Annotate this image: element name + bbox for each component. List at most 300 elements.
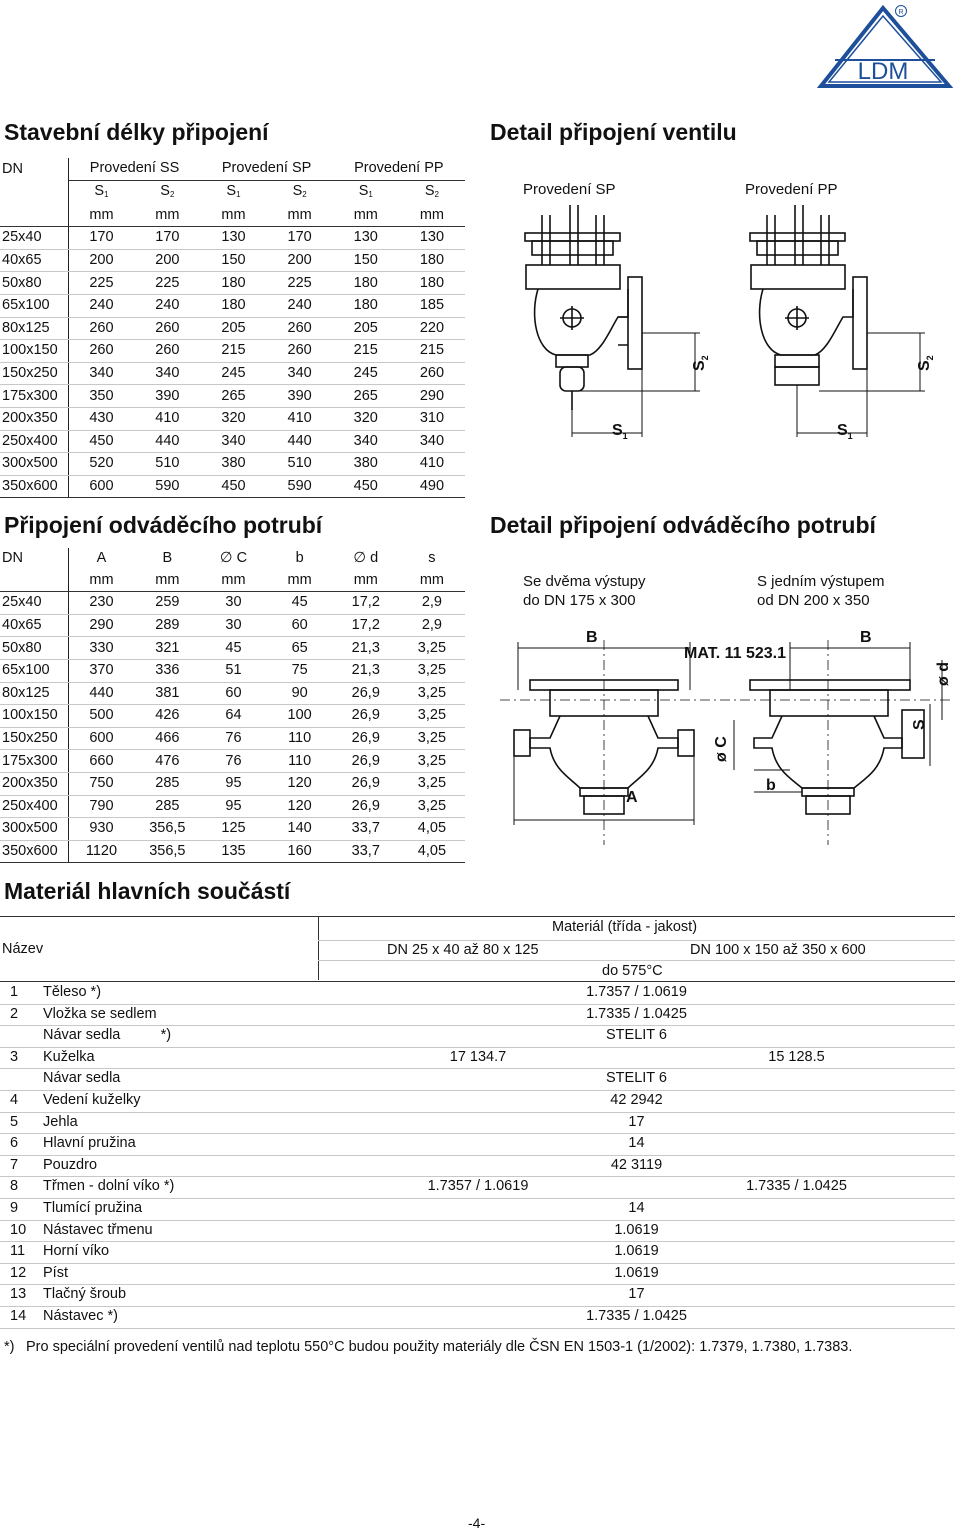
material-num: 4 xyxy=(10,1092,19,1108)
cell-value: 356,5 xyxy=(134,840,200,863)
cell-value: 4,05 xyxy=(399,840,465,863)
material-value-col1: 17 134.7 xyxy=(449,1048,507,1065)
drain-head: DN xyxy=(0,548,68,570)
cell-value: 3,25 xyxy=(399,705,465,728)
cell-value: 600 xyxy=(68,475,134,498)
material-row xyxy=(0,1112,955,1135)
cell-value: 410 xyxy=(399,453,465,476)
cell-value: 790 xyxy=(68,795,134,818)
cell-dn: 80x125 xyxy=(0,317,68,340)
drain-unit: mm xyxy=(134,570,200,592)
material-value: 1.7335 / 1.0425 xyxy=(586,1005,687,1022)
table-row xyxy=(0,682,465,705)
cell-value: 500 xyxy=(68,705,134,728)
cell-value: 260 xyxy=(267,340,333,363)
material-name: Třmen - dolní víko *) xyxy=(43,1178,175,1195)
svg-text:R: R xyxy=(898,9,904,16)
cell-value: 1120 xyxy=(68,840,134,863)
material-num: 12 xyxy=(10,1264,27,1281)
cell-value: 285 xyxy=(134,772,200,795)
cell-dn: 40x65 xyxy=(0,249,68,272)
cell-value: 320 xyxy=(333,407,399,430)
table-row xyxy=(0,453,465,476)
material-num: 8 xyxy=(10,1178,19,1195)
table-row xyxy=(0,272,465,295)
cell-value: 340 xyxy=(68,362,134,385)
material-row xyxy=(0,1025,955,1048)
cell-value: 180 xyxy=(399,249,465,272)
cell-value: 340 xyxy=(399,430,465,453)
cell-value: 310 xyxy=(399,407,465,430)
cell-value: 215 xyxy=(200,340,266,363)
material-name: Vedení kuželky xyxy=(43,1092,141,1108)
logo-text: LDM xyxy=(857,58,909,85)
cell-value: 130 xyxy=(200,227,266,250)
cell-dn: 25x40 xyxy=(0,227,68,250)
group-ss: Provedení SS xyxy=(68,158,200,180)
material-num: 13 xyxy=(10,1286,27,1303)
section-title-lengths: Stavební délky připojení xyxy=(4,119,269,145)
cell-value: 180 xyxy=(200,294,266,317)
material-value: 17 xyxy=(628,1113,645,1130)
cell-value: 3,25 xyxy=(399,659,465,682)
cell-value: 225 xyxy=(267,272,333,295)
cell-dn: 50x80 xyxy=(0,637,68,660)
head-name: Název xyxy=(2,941,44,957)
material-row xyxy=(0,1155,955,1178)
cell-value: 76 xyxy=(200,750,266,773)
dim-s1-sp: $S_1$ xyxy=(612,422,628,441)
cell-value: 120 xyxy=(267,772,333,795)
material-value: 1.7357 / 1.0619 xyxy=(586,984,687,1000)
table-row xyxy=(0,727,465,750)
cell-value: 340 xyxy=(134,362,200,385)
cell-value: 510 xyxy=(267,453,333,476)
cell-value: 33,7 xyxy=(333,840,399,863)
head-unit: mm xyxy=(333,205,399,227)
label-a: A xyxy=(626,789,638,806)
material-value: STELIT 6 xyxy=(606,1070,667,1087)
table-row xyxy=(0,294,465,317)
cell-dn: 100x150 xyxy=(0,705,68,728)
cell-value: 170 xyxy=(68,227,134,250)
head-s1: $S_1$ xyxy=(358,182,373,199)
cell-dn: 175x300 xyxy=(0,385,68,408)
cell-value: 476 xyxy=(134,750,200,773)
table-row xyxy=(0,659,465,682)
drain-unit: mm xyxy=(200,570,266,592)
material-value: 1.0619 xyxy=(614,1243,659,1260)
valve-sp-figure xyxy=(525,205,642,410)
cell-value: 2,9 xyxy=(399,592,465,615)
cell-value: 60 xyxy=(267,614,333,637)
cell-dn: 300x500 xyxy=(0,453,68,476)
table-row xyxy=(0,340,465,363)
cell-dn: 200x350 xyxy=(0,772,68,795)
cell-value: 381 xyxy=(134,682,200,705)
drain-detail-caption-right xyxy=(757,572,885,610)
cell-value: 426 xyxy=(134,705,200,728)
cell-value: 180 xyxy=(333,272,399,295)
material-row xyxy=(0,1090,955,1113)
material-num: 3 xyxy=(10,1048,19,1065)
material-name: Pouzdro xyxy=(43,1156,98,1173)
cell-value: 140 xyxy=(267,818,333,841)
head-unit: mm xyxy=(399,205,465,227)
cell-value: 26,9 xyxy=(333,750,399,773)
label-mat: MAT. 11 523.1 xyxy=(684,645,786,662)
valve-pp-figure xyxy=(750,205,925,437)
cell-value: 150 xyxy=(333,249,399,272)
section-title-drain: Připojení odváděcího potrubí xyxy=(4,512,323,538)
cell-dn: 150x250 xyxy=(0,727,68,750)
cell-value: 590 xyxy=(267,475,333,498)
material-name: Návar sedla xyxy=(43,1070,121,1087)
drain-unit: mm xyxy=(68,570,134,592)
cell-value: 17,2 xyxy=(333,614,399,637)
cell-value: 130 xyxy=(399,227,465,250)
cell-value: 205 xyxy=(200,317,266,340)
head-s2: $S_2$ xyxy=(424,182,439,199)
table-row xyxy=(0,818,465,841)
table-row xyxy=(0,317,465,340)
material-value: STELIT 6 xyxy=(606,1027,667,1044)
cell-value: 2,9 xyxy=(399,614,465,637)
material-value: 1.0619 xyxy=(614,1221,659,1238)
material-row xyxy=(0,1068,955,1091)
material-num: 7 xyxy=(10,1156,19,1173)
cell-value: 390 xyxy=(267,385,333,408)
cell-value: 380 xyxy=(333,453,399,476)
cell-value: 390 xyxy=(134,385,200,408)
table-row xyxy=(0,249,465,272)
cell-dn: 350x600 xyxy=(0,475,68,498)
material-row xyxy=(0,1176,955,1199)
section-title-drain-detail: Detail připojení odváděcího potrubí xyxy=(490,512,876,538)
cell-value: 135 xyxy=(200,840,266,863)
cell-value: 330 xyxy=(68,637,134,660)
cell-value: 205 xyxy=(333,317,399,340)
material-value: 42 3119 xyxy=(610,1156,663,1173)
cell-value: 95 xyxy=(200,795,266,818)
head-unit: mm xyxy=(200,205,266,227)
cell-value: 260 xyxy=(134,317,200,340)
footnote-mark: *) xyxy=(4,1339,15,1355)
head-temp: do 575°C xyxy=(602,963,663,979)
cell-value: 450 xyxy=(333,475,399,498)
material-value-col1: 1.7357 / 1.0619 xyxy=(427,1178,529,1195)
material-name: Vložka se sedlem xyxy=(43,1005,157,1022)
drain-head: ∅ C xyxy=(219,550,248,567)
cell-value: 76 xyxy=(200,727,266,750)
ldm-logo-mark xyxy=(815,2,960,90)
cell-value: 440 xyxy=(134,430,200,453)
dim-s2-sp: $S_2$ xyxy=(691,355,710,371)
material-name: Návar sedla *) xyxy=(43,1027,172,1044)
cell-value: 240 xyxy=(68,294,134,317)
cell-value: 285 xyxy=(134,795,200,818)
cell-value: 930 xyxy=(68,818,134,841)
cell-value: 356,5 xyxy=(134,818,200,841)
valve-detail-drawing xyxy=(490,205,960,450)
material-name: Horní víko xyxy=(43,1243,110,1260)
caption-right-line2: od DN 200 x 350 xyxy=(757,592,870,609)
cell-value: 75 xyxy=(267,659,333,682)
material-name: Nástavec třmenu xyxy=(43,1221,153,1238)
drain-header xyxy=(0,548,465,570)
material-value: 1.0619 xyxy=(614,1264,659,1281)
head-unit: mm xyxy=(267,205,333,227)
cell-value: 520 xyxy=(68,453,134,476)
section-title-valve-detail: Detail připojení ventilu xyxy=(490,119,737,145)
cell-value: 51 xyxy=(200,659,266,682)
material-num: 6 xyxy=(10,1135,19,1152)
cell-value: 230 xyxy=(68,592,134,615)
caption-left-line1: Se dvěma výstupy xyxy=(523,573,646,590)
cell-value: 130 xyxy=(333,227,399,250)
cell-value: 110 xyxy=(267,750,333,773)
cell-dn: 100x150 xyxy=(0,340,68,363)
cell-value: 4,05 xyxy=(399,818,465,841)
cell-value: 120 xyxy=(267,795,333,818)
head-s1: $S_1$ xyxy=(94,182,109,199)
cell-value: 240 xyxy=(267,294,333,317)
table-row xyxy=(0,750,465,773)
table-row xyxy=(0,385,465,408)
lengths-header-sub xyxy=(0,180,465,205)
cell-value: 17,2 xyxy=(333,592,399,615)
material-value: 17 xyxy=(628,1286,645,1303)
cell-value: 26,9 xyxy=(333,795,399,818)
cell-value: 240 xyxy=(134,294,200,317)
cell-value: 45 xyxy=(200,637,266,660)
drain-head: A xyxy=(96,550,107,567)
drain-detail-drawing xyxy=(490,620,960,850)
head-unit: mm xyxy=(68,205,134,227)
footnote xyxy=(4,1338,954,1357)
cell-value: 430 xyxy=(68,407,134,430)
cell-value: 30 xyxy=(200,614,266,637)
cell-value: 3,25 xyxy=(399,727,465,750)
cell-value: 200 xyxy=(267,249,333,272)
cell-value: 60 xyxy=(200,682,266,705)
cell-value: 65 xyxy=(267,637,333,660)
cell-value: 26,9 xyxy=(333,705,399,728)
cell-value: 340 xyxy=(333,430,399,453)
cell-value: 215 xyxy=(399,340,465,363)
drain-unit: mm xyxy=(399,570,465,592)
table-row xyxy=(0,475,465,498)
cell-value: 289 xyxy=(134,614,200,637)
page-number: -4- xyxy=(468,1515,486,1531)
cell-value: 110 xyxy=(267,727,333,750)
head-material: Materiál (třída - jakost) xyxy=(552,919,698,935)
cell-value: 410 xyxy=(134,407,200,430)
drain-unit: mm xyxy=(333,570,399,592)
table-row xyxy=(0,614,465,637)
cell-value: 750 xyxy=(68,772,134,795)
group-sp: Provedení SP xyxy=(200,158,332,180)
cell-value: 450 xyxy=(68,430,134,453)
lengths-header-units xyxy=(0,205,465,227)
cell-value: 260 xyxy=(134,340,200,363)
cell-value: 260 xyxy=(68,340,134,363)
cell-value: 320 xyxy=(200,407,266,430)
material-row xyxy=(0,1220,955,1243)
label-d: ø d xyxy=(935,662,952,686)
cell-value: 180 xyxy=(333,294,399,317)
cell-value: 340 xyxy=(200,430,266,453)
cell-value: 260 xyxy=(267,317,333,340)
material-name: Tlačný šroub xyxy=(43,1286,127,1303)
head-s2: $S_2$ xyxy=(292,182,307,199)
cell-value: 245 xyxy=(333,362,399,385)
material-name: Hlavní pružina xyxy=(43,1135,136,1152)
table-row xyxy=(0,407,465,430)
label-b-upper-right: B xyxy=(860,629,872,646)
material-row xyxy=(0,1241,955,1264)
cell-value: 26,9 xyxy=(333,727,399,750)
cell-value: 466 xyxy=(134,727,200,750)
material-name: Kuželka xyxy=(43,1048,95,1065)
cell-value: 160 xyxy=(267,840,333,863)
cell-value: 100 xyxy=(267,705,333,728)
ldm-logo xyxy=(815,2,960,90)
caption-left-line2: do DN 175 x 300 xyxy=(523,592,636,609)
label-b-upper-left: B xyxy=(586,629,598,646)
cell-dn: 80x125 xyxy=(0,682,68,705)
head-s2: $S_2$ xyxy=(160,182,175,199)
cell-value: 64 xyxy=(200,705,266,728)
material-name: Píst xyxy=(43,1264,68,1281)
cell-value: 3,25 xyxy=(399,750,465,773)
material-value: 42 2942 xyxy=(610,1092,663,1108)
drain-head: b xyxy=(295,550,304,567)
dim-s1-pp: $S_1$ xyxy=(837,422,853,441)
cell-dn: 40x65 xyxy=(0,614,68,637)
material-row xyxy=(0,982,955,1005)
head-s1: $S_1$ xyxy=(226,182,241,199)
drain-header-units xyxy=(0,570,465,592)
material-num: 2 xyxy=(10,1005,19,1022)
cell-value: 170 xyxy=(267,227,333,250)
material-row xyxy=(0,1284,955,1307)
cell-dn: 300x500 xyxy=(0,818,68,841)
table-row xyxy=(0,637,465,660)
material-row xyxy=(0,1133,955,1156)
material-num: 14 xyxy=(10,1308,27,1324)
material-num: 1 xyxy=(10,984,19,1000)
material-num: 9 xyxy=(10,1200,19,1216)
cell-value: 185 xyxy=(399,294,465,317)
cell-value: 260 xyxy=(399,362,465,385)
head-dn: DN xyxy=(0,158,68,180)
drain-head: s xyxy=(428,550,436,567)
cell-dn: 25x40 xyxy=(0,592,68,615)
cell-value: 440 xyxy=(68,682,134,705)
cell-value: 26,9 xyxy=(333,772,399,795)
cell-value: 290 xyxy=(68,614,134,637)
material-num: 11 xyxy=(10,1243,26,1260)
cell-value: 3,25 xyxy=(399,637,465,660)
material-value: 1.7335 / 1.0425 xyxy=(586,1308,687,1324)
cell-value: 170 xyxy=(134,227,200,250)
material-row xyxy=(0,1047,955,1070)
head-col2: DN 100 x 150 až 350 x 600 xyxy=(690,942,866,958)
label-provedeni-pp: Provedení PP xyxy=(745,181,838,198)
material-row xyxy=(0,1263,955,1286)
cell-value: 600 xyxy=(68,727,134,750)
cell-value: 490 xyxy=(399,475,465,498)
cell-value: 440 xyxy=(267,430,333,453)
cell-dn: 65x100 xyxy=(0,294,68,317)
lengths-header-groups xyxy=(0,158,465,180)
drain-unit: mm xyxy=(267,570,333,592)
cell-value: 200 xyxy=(68,249,134,272)
label-provedeni-sp: Provedení SP xyxy=(523,181,616,198)
cell-value: 370 xyxy=(68,659,134,682)
material-name: Tlumící pružina xyxy=(43,1200,143,1216)
cell-value: 265 xyxy=(200,385,266,408)
cell-value: 45 xyxy=(267,592,333,615)
section-title-materials: Materiál hlavních součástí xyxy=(4,878,291,904)
cell-dn: 250x400 xyxy=(0,430,68,453)
cell-value: 225 xyxy=(68,272,134,295)
material-name: Nástavec *) xyxy=(43,1308,118,1324)
group-pp: Provedení PP xyxy=(333,158,465,180)
materials-table xyxy=(0,916,960,1336)
cell-value: 225 xyxy=(134,272,200,295)
dim-s2-pp: $S_2$ xyxy=(916,355,935,371)
cell-value: 180 xyxy=(200,272,266,295)
cell-value: 336 xyxy=(134,659,200,682)
drain-table xyxy=(0,548,465,863)
cell-dn: 350x600 xyxy=(0,840,68,863)
cell-value: 350 xyxy=(68,385,134,408)
cell-value: 450 xyxy=(200,475,266,498)
material-value: 14 xyxy=(628,1135,645,1152)
drain-head: B xyxy=(162,550,173,567)
cell-value: 321 xyxy=(134,637,200,660)
material-value-col2: 1.7335 / 1.0425 xyxy=(746,1178,847,1195)
cell-dn: 150x250 xyxy=(0,362,68,385)
drain-detail-caption-left xyxy=(523,572,646,610)
lengths-table xyxy=(0,158,465,498)
footnote-text: Pro speciální provedení ventilů nad teplotu 550°C budou použity materiály dle ČSN EN 1503-1 (1/2002): 1.7379, 1.7380, 1.7383. xyxy=(26,1339,853,1355)
cell-value: 290 xyxy=(399,385,465,408)
table-row xyxy=(0,795,465,818)
cell-dn: 175x300 xyxy=(0,750,68,773)
cell-value: 410 xyxy=(267,407,333,430)
cell-value: 90 xyxy=(267,682,333,705)
table-row xyxy=(0,227,465,250)
material-name: Těleso *) xyxy=(43,984,102,1000)
cell-dn: 65x100 xyxy=(0,659,68,682)
cell-value: 660 xyxy=(68,750,134,773)
cell-value: 21,3 xyxy=(333,659,399,682)
head-col1: DN 25 x 40 až 80 x 125 xyxy=(387,942,539,958)
cell-value: 215 xyxy=(333,340,399,363)
cell-dn: 250x400 xyxy=(0,795,68,818)
cell-value: 180 xyxy=(399,272,465,295)
label-c: ø C xyxy=(713,736,730,762)
cell-value: 380 xyxy=(200,453,266,476)
table-row xyxy=(0,430,465,453)
material-row xyxy=(0,1198,955,1221)
cell-value: 260 xyxy=(68,317,134,340)
material-num: 5 xyxy=(10,1113,19,1130)
drain-head: ∅ d xyxy=(353,550,379,567)
